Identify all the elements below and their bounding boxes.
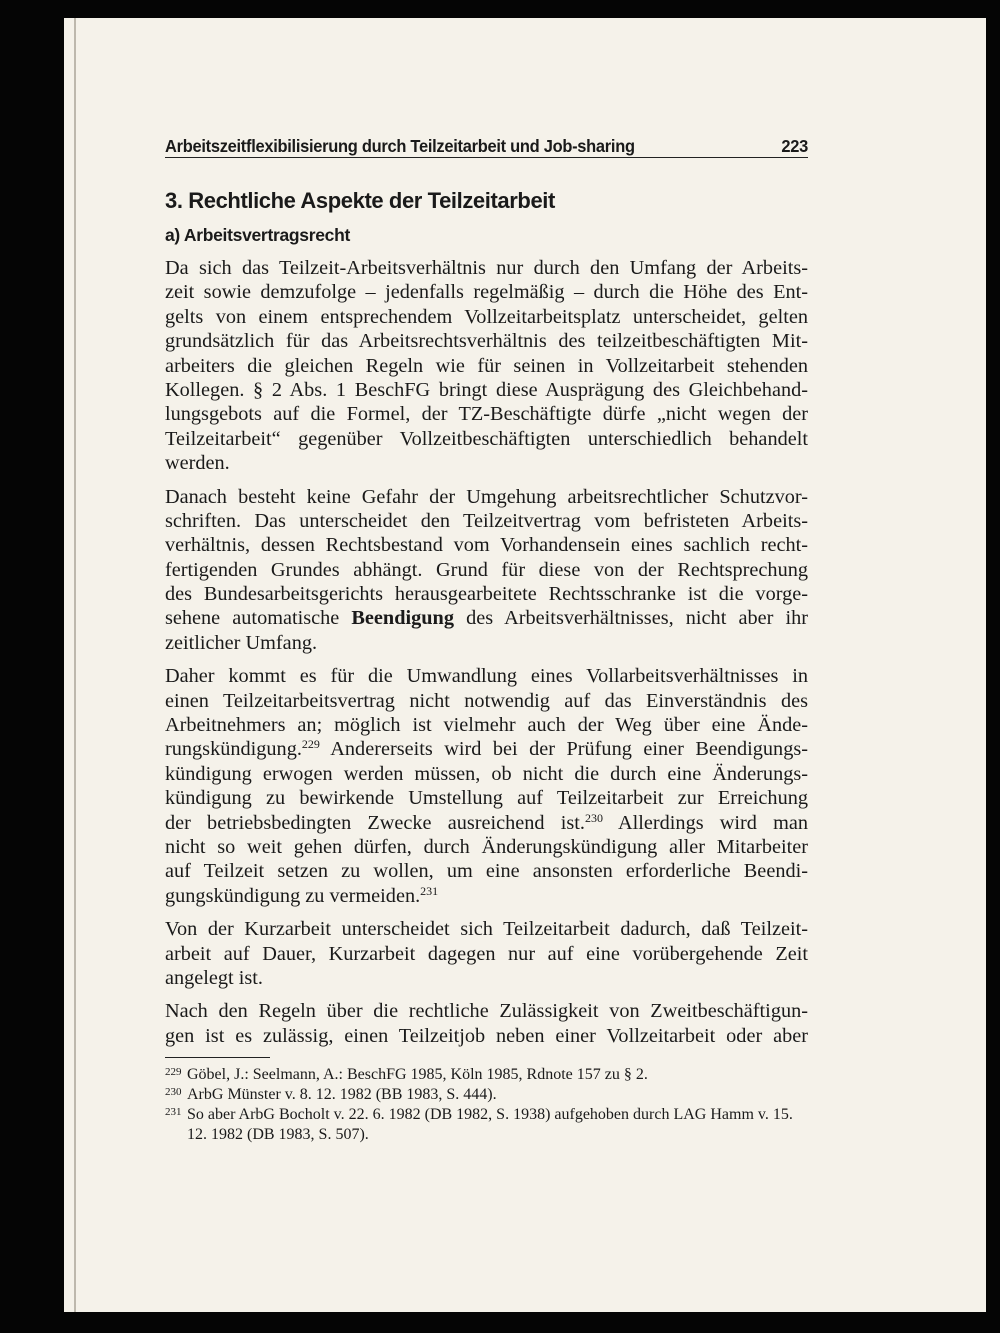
text-line: Teilzeitarbeit“ gegenüber Vollzeitbeschäftigten unterschiedlich behandelt	[165, 427, 808, 450]
text-line: gelts von einem entsprechendem Vollzeitarbeitsplatz unterscheidet, gelten	[165, 305, 808, 328]
text-line: kündigung zu bewirkende Umstellung auf Teilzeitarbeit zur Erreichung	[165, 787, 808, 810]
text-line: lungsgebots auf die Formel, der TZ-Beschäftigte dürfe „nicht wegen der	[165, 403, 808, 426]
text-line	[165, 606, 808, 630]
text-line: Da sich das Teilzeit-Arbeitsverhältnis nur durch den Umfang der Arbeits-	[165, 257, 808, 279]
text-span: des Arbeitsverhältnisses, nicht aber ihr	[453, 607, 808, 630]
text-line: arbeiters die gleichen Regeln wie für seinen in Vollzeitarbeit stehenden	[165, 354, 808, 377]
text-line: Nach den Regeln über die rechtliche Zulässigkeit von Zweitbeschäftigun-	[165, 1000, 808, 1023]
footnote-text: Göbel, J.: Seelmann, A.: BeschFG 1985, Köln 1985, Rdnote 157 zu § 2.	[187, 1066, 648, 1083]
text-line: angelegt ist.	[165, 966, 263, 989]
text-line: verhältnis, dessen Rechtsbestand vom Vorhandensein eines sachlich recht-	[165, 534, 808, 557]
text-line: Danach besteht keine Gefahr der Umgehung arbeitsrechtlicher Schutzvor-	[165, 485, 808, 508]
text-line: einen Teilzeitarbeitsvertrag nicht notwendig auf das Einverständnis des	[165, 689, 808, 712]
book-page	[64, 18, 986, 1312]
text-span: sehene automatische	[165, 607, 352, 630]
text-line: kündigung erwogen werden müssen, ob nicht die durch eine Änderungs-	[165, 762, 808, 785]
footnote-rule	[165, 1057, 270, 1058]
text-line: gen ist es zulässig, einen Teilzeitjob neben einer Vollzeitarbeit oder aber	[165, 1024, 808, 1047]
footnote-reference: 230	[584, 810, 603, 825]
running-title: Arbeitszeitflexibilisierung durch Teilzeitarbeit und Job-sharing	[165, 136, 635, 156]
text-line: zeitlicher Umfang.	[165, 631, 318, 654]
text-line: Kollegen. § 2 Abs. 1 BeschFG bringt diese Ausprägung des Gleichbehand-	[165, 378, 808, 401]
section-title: 3. Rechtliche Aspekte der Teilzeitarbeit	[165, 188, 555, 213]
text-line: auf Teilzeit setzen zu wollen, um eine ansonsten erforderliche Beendi-	[165, 860, 808, 883]
text-line: arbeit auf Dauer, Kurzarbeit dagegen nur auf eine vorübergehende Zeit	[165, 942, 808, 965]
paragraph	[165, 256, 808, 476]
footnote-reference: 229	[301, 737, 320, 752]
footnotes	[165, 1065, 808, 1145]
footnote-number: 231	[165, 1106, 182, 1118]
text-line	[165, 884, 808, 908]
text-line: grundsätzlich für das Arbeitsrechtsverhältnis des teilzeitbeschäftigten Mit-	[165, 330, 808, 353]
footnote-reference: 231	[420, 883, 439, 898]
text-span: der betriebsbedingten Zwecke ausreichend ist.	[165, 811, 585, 834]
subsection-title: a) Arbeitsvertragsrecht	[165, 225, 351, 245]
text-line: Arbeitnehmers an; möglich ist vielmehr auch der Weg über eine Ände-	[165, 714, 808, 737]
paragraph	[165, 917, 808, 990]
footnote	[165, 1105, 808, 1145]
footnote-number: 230	[165, 1086, 182, 1098]
text-line	[165, 811, 808, 835]
text-line: des Bundesarbeitsgerichts herausgearbeitete Rechtsschranke ist die vorge-	[165, 583, 808, 606]
text-line: Von der Kurzarbeit unterscheidet sich Teilzeitarbeit dadurch, daß Teilzeit-	[165, 918, 808, 941]
footnote	[165, 1085, 808, 1105]
text-line	[165, 737, 808, 761]
text-span: Andererseits wird bei der Prüfung einer Beendigungs-	[319, 738, 808, 761]
text-line: fertigenden Grundes abhängt. Grund für diese von der Rechtsprechung	[165, 558, 808, 581]
page-number: 223	[781, 136, 808, 156]
text-span: gungskündigung zu vermeiden.	[165, 884, 421, 907]
text-span: rungskündigung.	[165, 738, 302, 761]
footnote	[165, 1065, 808, 1085]
footnote-text: ArbG Münster v. 8. 12. 1982 (BB 1983, S. 444).	[187, 1086, 497, 1103]
paragraph	[165, 999, 808, 1048]
text-line: nicht so weit gehen dürfen, durch Änderungskündigung aller Mitarbeiter	[165, 835, 808, 858]
paragraph	[165, 664, 808, 908]
bold-term: Beendigung	[351, 607, 454, 630]
text-line: werden.	[165, 452, 230, 475]
paragraph	[165, 485, 808, 656]
text-line: schriften. Das unterscheidet den Teilzeitvertrag vom befristeten Arbeits-	[165, 509, 808, 532]
body-text	[165, 256, 808, 1057]
running-header	[165, 136, 808, 157]
text-line: zeit sowie demzufolge – jedenfalls regelmäßig – durch die Höhe des Ent-	[165, 281, 808, 304]
footnote-number: 229	[165, 1066, 182, 1078]
text-span: Allerdings wird man	[602, 811, 809, 834]
header-rule	[165, 157, 808, 158]
footnote-text: So aber ArbG Bocholt v. 22. 6. 1982 (DB 1982, S. 1938) aufgehoben durch LAG Hamm v. 15. 12. 1982 (DB 1983, S. 507).	[187, 1106, 793, 1143]
text-line: Daher kommt es für die Umwandlung eines Vollarbeitsverhältnisses in	[165, 665, 808, 688]
